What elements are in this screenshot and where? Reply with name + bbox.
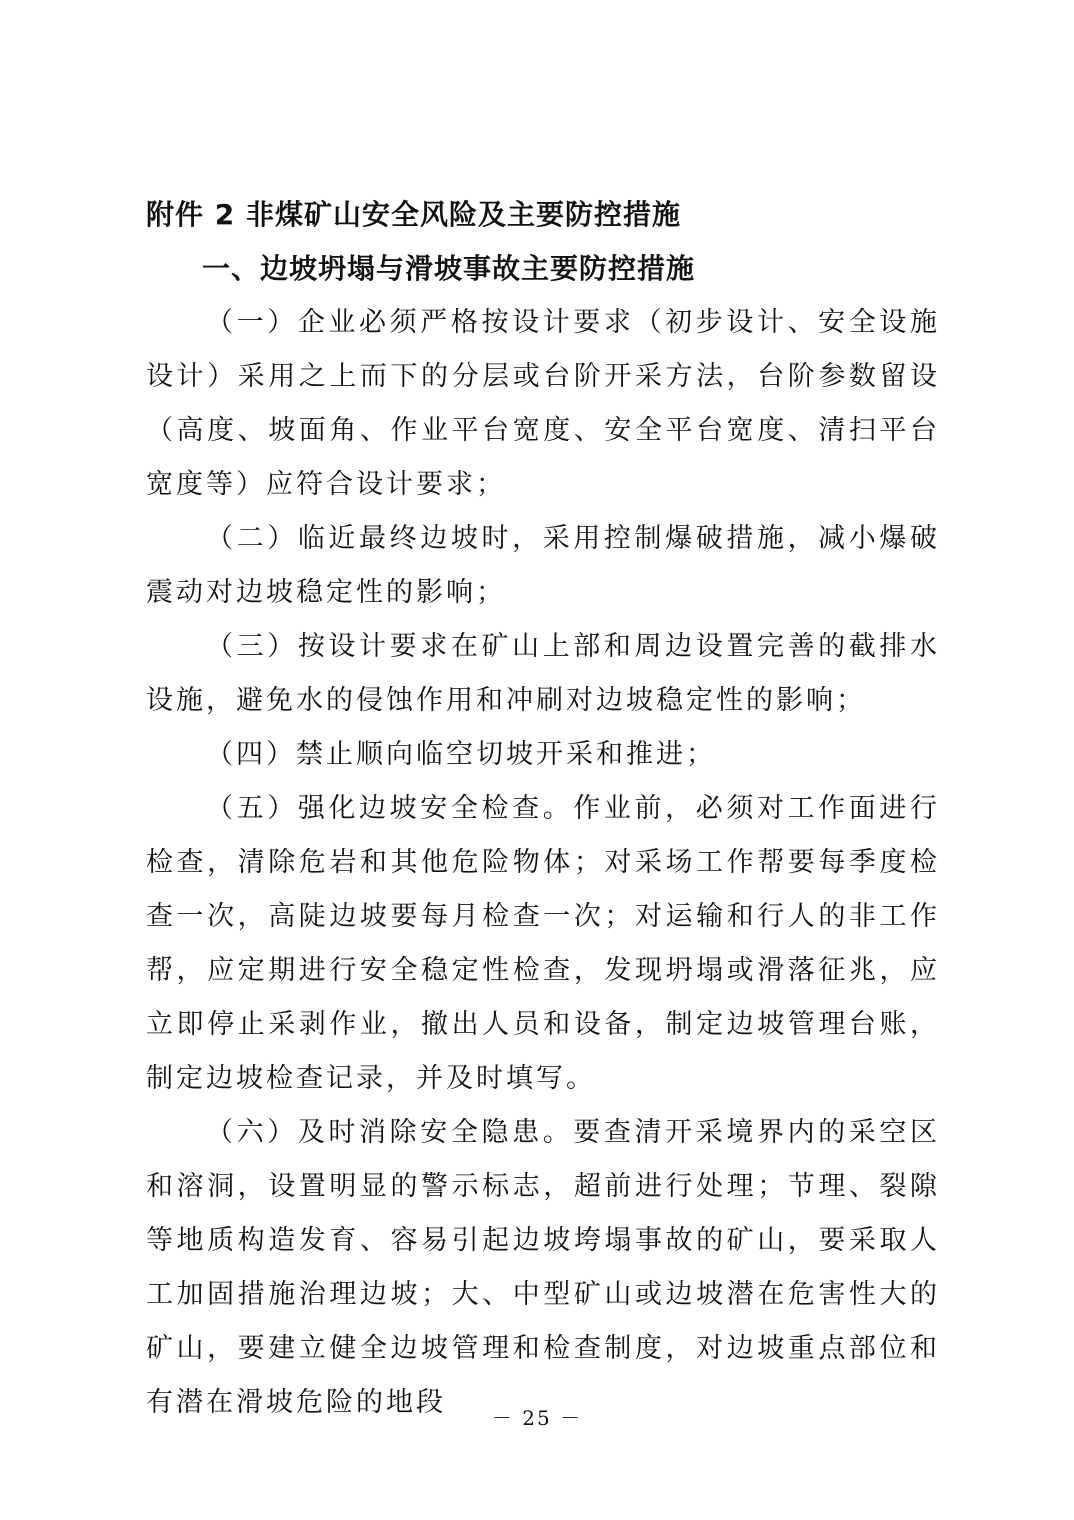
paragraph-3: （三）按设计要求在矿山上部和周边设置完善的截排水设施，避免水的侵蚀作用和冲刷对边坡稳定性的影响； — [146, 631, 940, 716]
paragraph-6: （六）及时消除安全隐患。要查清开采境界内的采空区和溶洞，设置明显的警示标志，超前进行处理；节理、裂隙等地质构造发育、容易引起边坡垮塌事故的矿山，要采取人工加固措施治理边坡；大、中型矿山或边坡潜在危害性大的矿山，要建立健全边坡管理和检查制度，对边坡重点部位和有潜在滑坡危险的地段 — [146, 1117, 940, 1418]
section-heading: 一、边坡坍塌与滑坡事故主要防控措施 — [202, 252, 696, 285]
document-body — [146, 188, 940, 1430]
paragraph-2: （二）临近最终边坡时，采用控制爆破措施，减小爆破震动对边坡稳定性的影响； — [146, 523, 940, 608]
paragraph-5: （五）强化边坡安全检查。作业前，必须对工作面进行检查，清除危岩和其他危险物体；对采场工作帮要每季度检查一次，高陡边坡要每月检查一次；对运输和行人的非工作帮，应定期进行安全稳定性检查，发现坍塌或滑落征兆，应立即停止采剥作业，撤出人员和设备，制定边坡管理台账，制定边坡检查记录，并及时填写。 — [146, 793, 940, 1094]
paragraph-1: （一）企业必须严格按设计要求（初步设计、安全设施设计）采用之上而下的分层或台阶开采方法，台阶参数留设（高度、坡面角、作业平台宽度、安全平台宽度、清扫平台宽度等）应符合设计要求； — [146, 307, 940, 500]
attachment-title: 附件 2 非煤矿山安全风险及主要防控措施 — [146, 198, 681, 231]
paragraph-4: （四）禁止顺向临空切坡开采和推进； — [206, 739, 716, 770]
page-number: － 25 － — [491, 1406, 583, 1430]
